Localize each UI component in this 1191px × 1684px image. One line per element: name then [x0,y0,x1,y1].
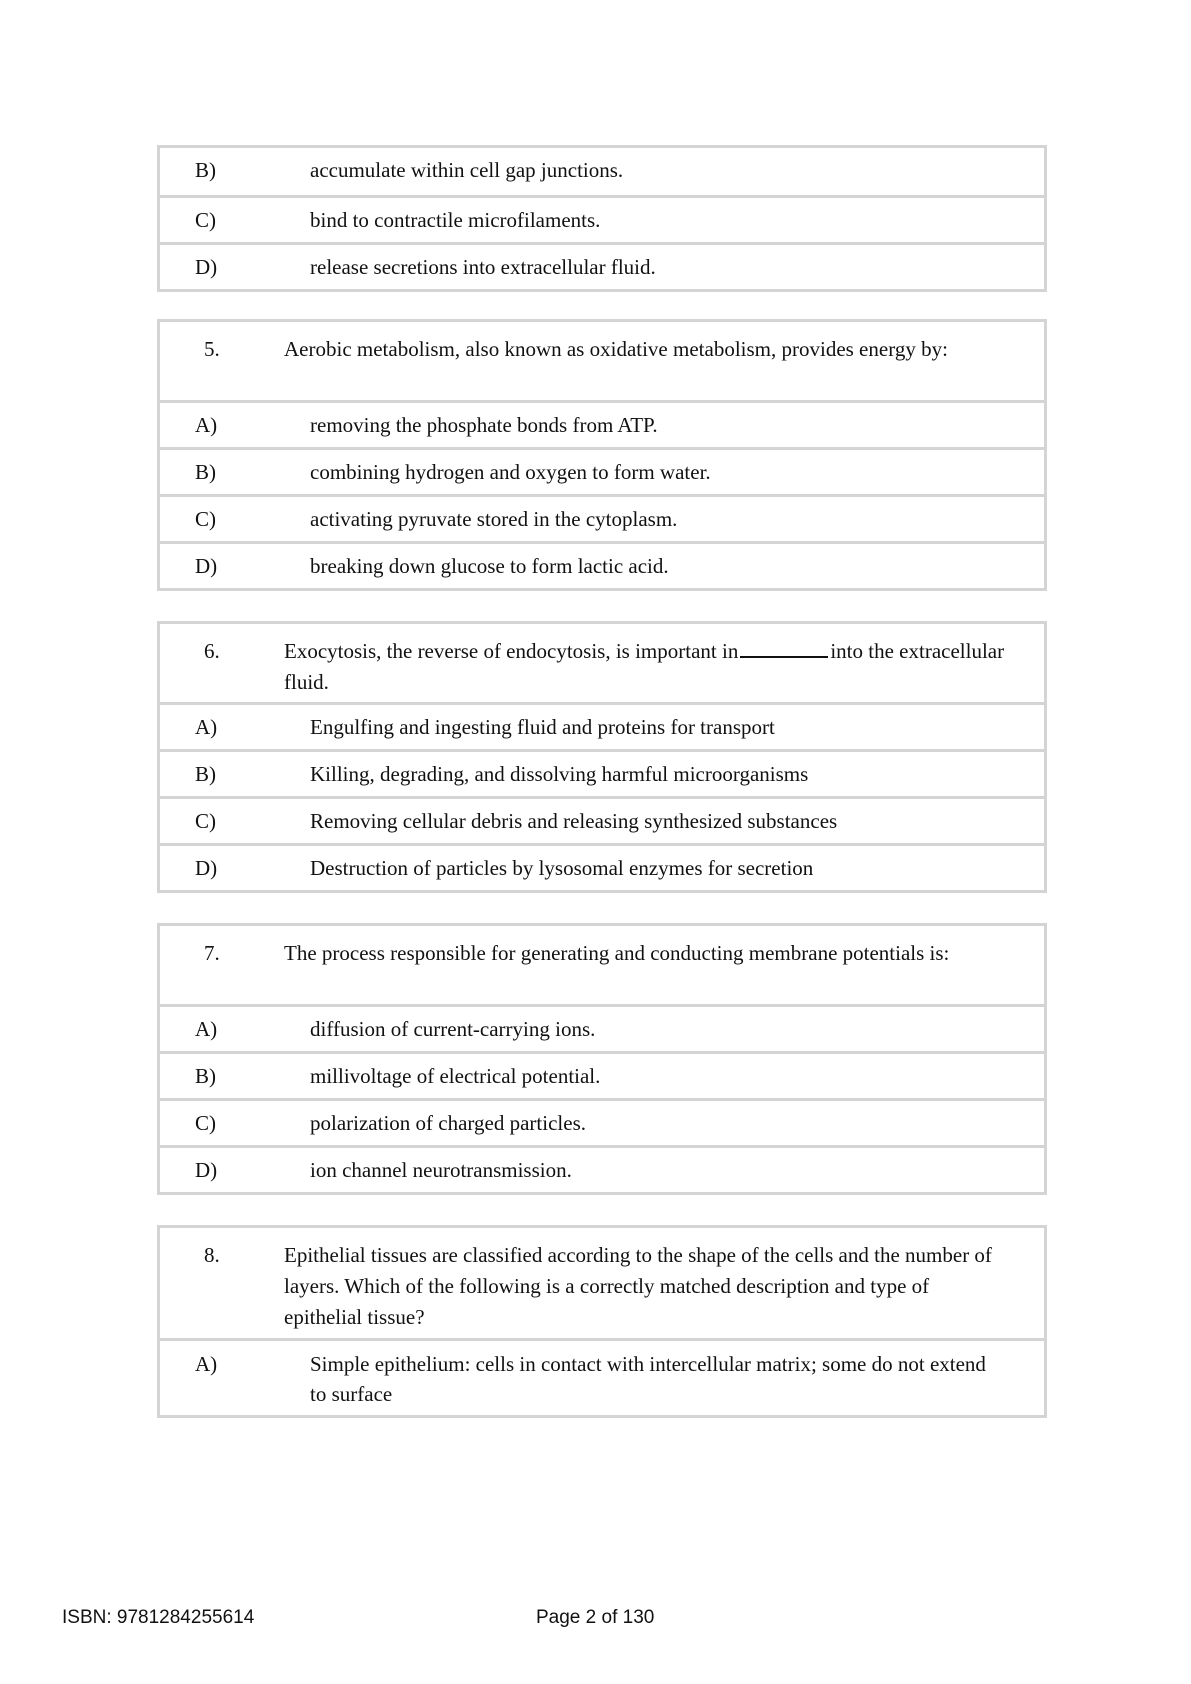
question-row [160,1228,1044,1338]
option-text: Killing, degrading, and dissolving harmful microorganisms [310,762,809,786]
option-letter: C) [195,809,216,833]
question-number: 7. [204,941,220,965]
question-5-table [157,319,1047,591]
question-text-after: into the extracellular fluid. [284,639,1005,694]
option-text: Removing cellular debris and releasing synthesized substances [310,809,838,833]
option-text: diffusion of current-carrying ions. [310,1017,596,1041]
option-text: polarization of charged particles. [310,1111,586,1135]
option-letter: C) [195,507,216,531]
question-row [160,624,1044,702]
question-text [284,636,1006,698]
question-text-before: Exocytosis, the reverse of endocytosis, is important in [284,639,739,663]
fill-in-blank [740,638,828,658]
option-row-a [160,1338,1044,1415]
option-letter: B) [195,158,216,182]
option-letter: D) [195,1158,218,1182]
option-letter: B) [195,460,216,484]
option-text: release secretions into extracellular fluid. [310,255,656,279]
option-letter: D) [195,255,218,279]
question-number: 5. [204,337,220,361]
option-text: activating pyruvate stored in the cytoplasm. [310,507,678,531]
question-number: 8. [204,1243,220,1267]
option-row-b [160,749,1044,796]
option-letter: D) [195,554,218,578]
option-letter: A) [195,413,218,437]
option-text: Destruction of particles by lysosomal enzymes for secretion [310,856,814,880]
option-text: breaking down glucose to form lactic acid. [310,554,669,578]
option-letter: C) [195,208,216,232]
option-text: Engulfing and ingesting fluid and proteins for transport [310,715,775,739]
question-4-continued-table [157,145,1047,292]
option-letter: B) [195,762,216,786]
question-8-table [157,1225,1047,1418]
option-row-a [160,400,1044,447]
option-row-c [160,796,1044,843]
question-row [160,322,1044,400]
question-6-table [157,621,1047,893]
option-text: bind to contractile microfilaments. [310,208,601,232]
question-number: 6. [204,639,220,663]
option-text: Simple epithelium: cells in contact with intercellular matrix; some do not extend to surface [310,1352,986,1406]
option-row-b [160,447,1044,494]
option-letter: A) [195,1017,218,1041]
option-row-a [160,1004,1044,1051]
option-row-c [160,494,1044,541]
option-row-d [160,242,1044,289]
footer-page-number: Page 2 of 130 [536,1607,655,1628]
footer-isbn: ISBN: 9781284255614 [62,1607,255,1628]
option-row-b [160,148,1044,195]
option-row-b [160,1051,1044,1098]
option-row-c [160,1098,1044,1145]
option-row-d [160,1145,1044,1192]
option-letter: A) [195,1352,218,1376]
option-text: ion channel neurotransmission. [310,1158,572,1182]
option-row-d [160,541,1044,588]
option-letter: A) [195,715,218,739]
option-letter: D) [195,856,218,880]
question-text: Aerobic metabolism, also known as oxidative metabolism, provides energy by: [284,337,948,361]
question-text: The process responsible for generating and conducting membrane potentials is: [284,941,950,965]
option-letter: C) [195,1111,216,1135]
option-letter: B) [195,1064,216,1088]
option-text: millivoltage of electrical potential. [310,1064,601,1088]
option-text: removing the phosphate bonds from ATP. [310,413,658,437]
option-text: combining hydrogen and oxygen to form water. [310,460,711,484]
option-text: accumulate within cell gap junctions. [310,158,624,182]
question-text: Epithelial tissues are classified according to the shape of the cells and the number of layers. Which of the following is a correctly matched description and type of epithelial tissue? [284,1243,992,1329]
option-row-d [160,843,1044,890]
option-row-c [160,195,1044,242]
question-7-table [157,923,1047,1195]
option-row-a [160,702,1044,749]
question-row [160,926,1044,1004]
